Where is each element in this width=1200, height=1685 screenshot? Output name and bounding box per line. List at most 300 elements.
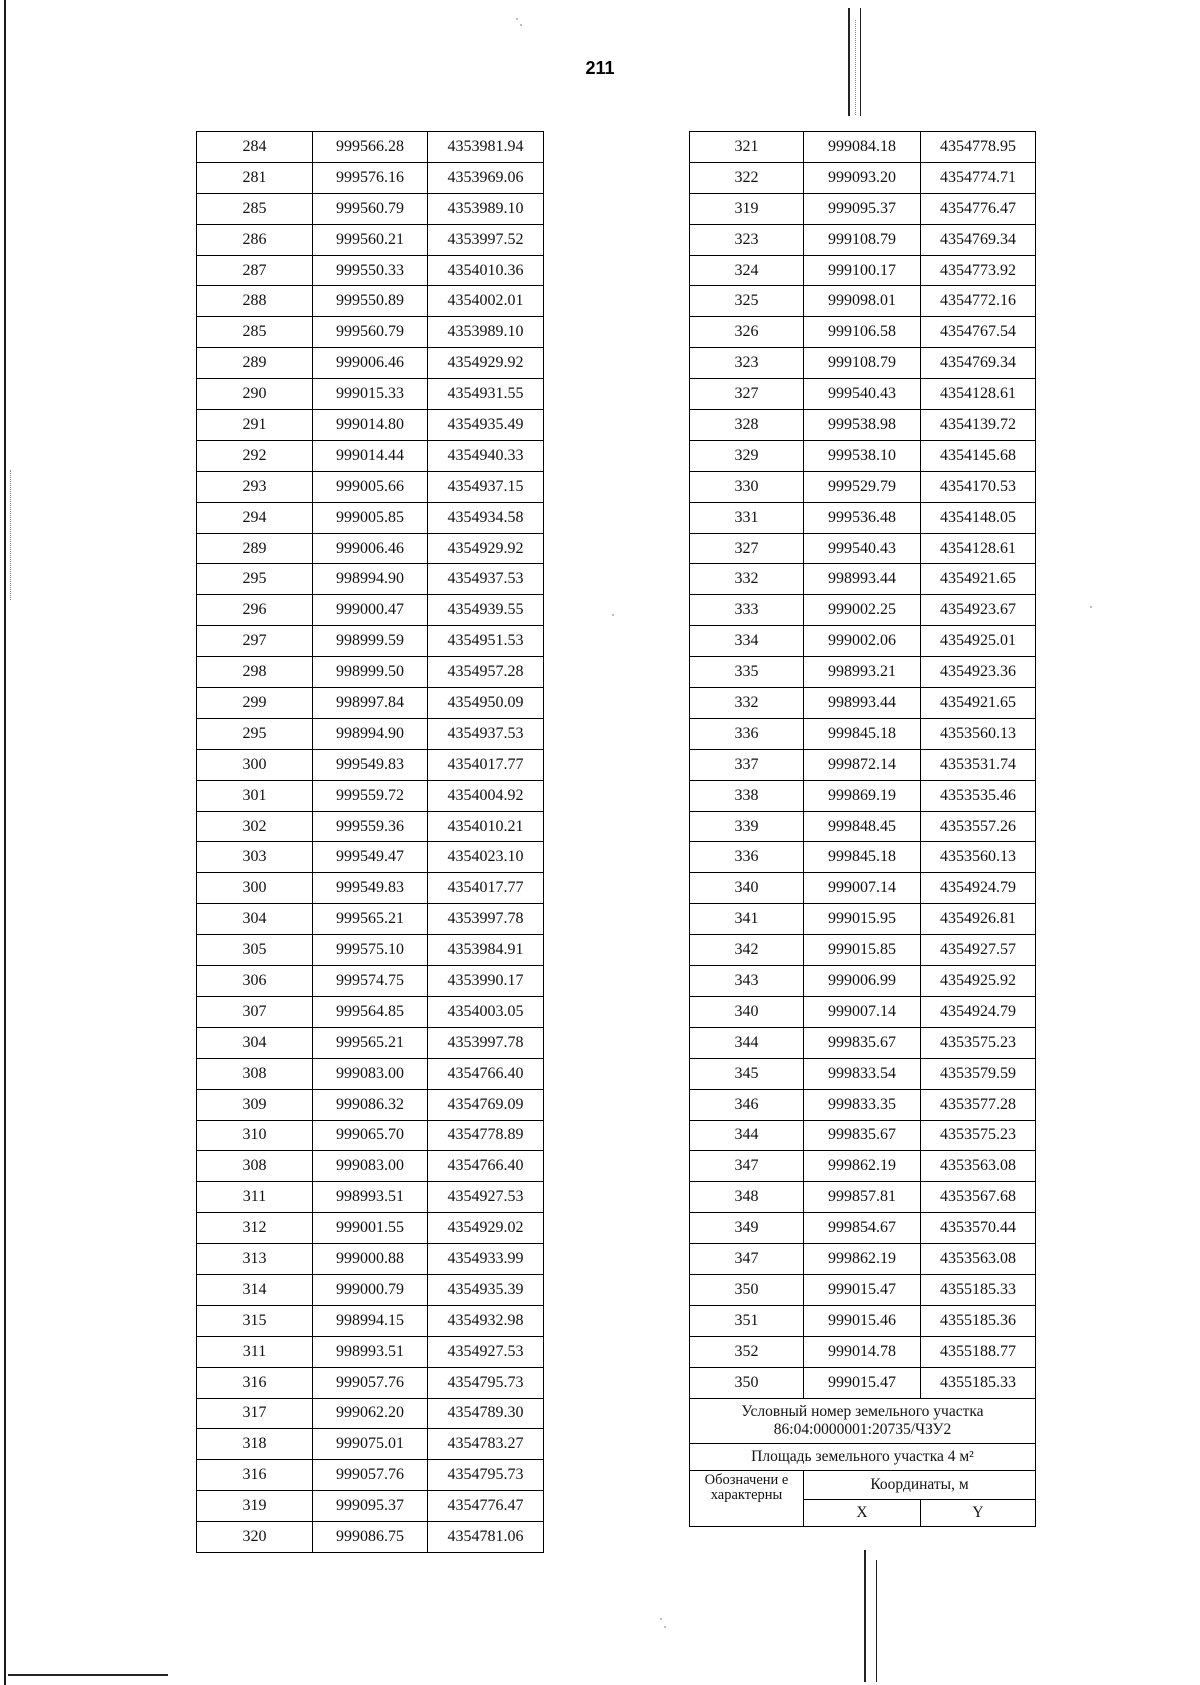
point-number-cell: 344 (690, 1027, 804, 1058)
point-number-cell: 320 (197, 1522, 313, 1553)
x-coordinate-cell: 999065.70 (313, 1120, 428, 1151)
point-number-cell: 331 (690, 502, 804, 533)
point-number-cell: 285 (197, 193, 313, 224)
table-row (197, 1491, 544, 1522)
x-coordinate-cell: 999015.85 (804, 935, 921, 966)
y-coordinate-cell: 4354010.36 (428, 255, 544, 286)
scan-speck (1090, 606, 1092, 608)
y-coordinate-cell: 4354789.30 (428, 1398, 544, 1429)
point-number-cell: 319 (197, 1491, 313, 1522)
x-coordinate-cell: 999086.32 (313, 1089, 428, 1120)
point-number-cell: 336 (690, 718, 804, 749)
parcel-area-row (690, 1443, 1036, 1470)
table-row (690, 1120, 1036, 1151)
point-number-cell: 326 (690, 317, 804, 348)
page-number: 211 (585, 58, 615, 78)
table-row (690, 1305, 1036, 1336)
x-coordinate-cell: 999566.28 (313, 132, 428, 163)
table-row (197, 718, 544, 749)
scan-speck (612, 614, 614, 616)
point-number-cell: 332 (690, 564, 804, 595)
y-coordinate-cell: 4354933.99 (428, 1244, 544, 1275)
table-row (690, 162, 1036, 193)
point-number-cell: 292 (197, 440, 313, 471)
parcel-number-label: Условный номер земельного участка (741, 1402, 984, 1420)
point-number-cell: 300 (197, 873, 313, 904)
x-coordinate-cell: 999559.72 (313, 780, 428, 811)
point-number-cell: 290 (197, 379, 313, 410)
table-row (690, 718, 1036, 749)
y-coordinate-cell: 4354934.58 (428, 502, 544, 533)
y-coordinate-cell: 4354773.92 (921, 255, 1036, 286)
x-coordinate-cell: 999565.21 (313, 1027, 428, 1058)
table-row (197, 1027, 544, 1058)
y-coordinate-cell: 4353969.06 (428, 162, 544, 193)
x-coordinate-cell: 999845.18 (804, 718, 921, 749)
parcel-header-section (690, 1398, 1036, 1526)
table-row (690, 533, 1036, 564)
point-number-cell: 298 (197, 657, 313, 688)
y-coordinate-cell: 4355185.36 (921, 1305, 1036, 1336)
x-coordinate-cell: 999848.45 (804, 811, 921, 842)
coordinates-table-right (689, 131, 1036, 1527)
x-coordinate-cell: 999862.19 (804, 1151, 921, 1182)
y-coordinate-cell: 4354937.53 (428, 718, 544, 749)
y-coordinate-cell: 4354951.53 (428, 626, 544, 657)
x-coordinate-cell: 999565.21 (313, 904, 428, 935)
table-row (197, 688, 544, 719)
table-row (197, 1244, 544, 1275)
y-coordinate-cell: 4353535.46 (921, 780, 1036, 811)
y-coordinate-cell: 4354795.73 (428, 1460, 544, 1491)
table-row (690, 502, 1036, 533)
x-coordinate-cell: 998993.44 (804, 688, 921, 719)
table-row (197, 317, 544, 348)
x-coordinate-cell: 999006.99 (804, 966, 921, 997)
point-number-cell: 332 (690, 688, 804, 719)
point-number-cell: 343 (690, 966, 804, 997)
y-coordinate-cell: 4354128.61 (921, 533, 1036, 564)
point-number-cell: 304 (197, 1027, 313, 1058)
y-coordinate-cell: 4354937.53 (428, 564, 544, 595)
point-number-cell: 333 (690, 595, 804, 626)
point-number-cell: 323 (690, 348, 804, 379)
scan-speck (664, 1626, 666, 1628)
y-coordinate-cell: 4354017.77 (428, 749, 544, 780)
point-number-cell: 307 (197, 996, 313, 1027)
table-row (690, 255, 1036, 286)
point-number-cell: 350 (690, 1274, 804, 1305)
point-number-cell: 344 (690, 1120, 804, 1151)
x-coordinate-cell: 999833.54 (804, 1058, 921, 1089)
y-coordinate-cell: 4355185.33 (921, 1274, 1036, 1305)
table-row (197, 1305, 544, 1336)
x-coordinate-cell: 999015.33 (313, 379, 428, 410)
y-coordinate-cell: 4354774.71 (921, 162, 1036, 193)
point-number-cell: 322 (690, 162, 804, 193)
point-number-cell: 314 (197, 1274, 313, 1305)
y-coordinate-cell: 4353981.94 (428, 132, 544, 163)
table-row (197, 379, 544, 410)
table-row (690, 626, 1036, 657)
x-coordinate-cell: 999093.20 (804, 162, 921, 193)
scan-speck (520, 24, 522, 26)
point-number-cell: 300 (197, 749, 313, 780)
x-coordinate-cell: 998997.84 (313, 688, 428, 719)
table-row (197, 1522, 544, 1553)
y-coordinate-cell: 4354004.92 (428, 780, 544, 811)
table-row (197, 410, 544, 441)
point-number-cell: 293 (197, 471, 313, 502)
x-coordinate-cell: 999857.81 (804, 1182, 921, 1213)
y-coordinate-cell: 4353997.52 (428, 224, 544, 255)
y-coordinate-cell: 4353563.08 (921, 1151, 1036, 1182)
table-row (197, 1213, 544, 1244)
point-number-cell: 288 (197, 286, 313, 317)
point-number-cell: 334 (690, 626, 804, 657)
y-coordinate-cell: 4354003.05 (428, 996, 544, 1027)
header-designation: Обозначени е характерны (690, 1470, 804, 1526)
coordinates-table-right-body (690, 132, 1036, 1399)
point-number-cell: 327 (690, 533, 804, 564)
x-coordinate-cell: 998994.90 (313, 718, 428, 749)
point-number-cell: 311 (197, 1336, 313, 1367)
y-coordinate-cell: 4353570.44 (921, 1213, 1036, 1244)
y-coordinate-cell: 4353557.26 (921, 811, 1036, 842)
table-row (197, 255, 544, 286)
x-coordinate-cell: 999014.78 (804, 1336, 921, 1367)
point-number-cell: 297 (197, 626, 313, 657)
x-coordinate-cell: 999854.67 (804, 1213, 921, 1244)
header-x: X (804, 1499, 921, 1526)
x-coordinate-cell: 999872.14 (804, 749, 921, 780)
point-number-cell: 348 (690, 1182, 804, 1213)
point-number-cell: 346 (690, 1089, 804, 1120)
y-coordinate-cell: 4354929.92 (428, 348, 544, 379)
point-number-cell: 323 (690, 224, 804, 255)
table-row (197, 1367, 544, 1398)
table-row (690, 780, 1036, 811)
table-row (197, 1058, 544, 1089)
x-coordinate-cell: 998999.59 (313, 626, 428, 657)
y-coordinate-cell: 4353990.17 (428, 966, 544, 997)
y-coordinate-cell: 4354767.54 (921, 317, 1036, 348)
table-row (197, 626, 544, 657)
x-coordinate-cell: 999005.85 (313, 502, 428, 533)
point-number-cell: 301 (197, 780, 313, 811)
y-coordinate-cell: 4353989.10 (428, 317, 544, 348)
y-coordinate-cell: 4354010.21 (428, 811, 544, 842)
point-number-cell: 335 (690, 657, 804, 688)
x-coordinate-cell: 999001.55 (313, 1213, 428, 1244)
y-coordinate-cell: 4354926.81 (921, 904, 1036, 935)
table-row (197, 224, 544, 255)
x-coordinate-cell: 999100.17 (804, 255, 921, 286)
x-coordinate-cell: 999560.79 (313, 193, 428, 224)
table-row (690, 873, 1036, 904)
point-number-cell: 317 (197, 1398, 313, 1429)
table-row (690, 688, 1036, 719)
table-row (690, 1274, 1036, 1305)
x-coordinate-cell: 999550.33 (313, 255, 428, 286)
table-row (197, 657, 544, 688)
table-row (690, 1182, 1036, 1213)
x-coordinate-cell: 998993.44 (804, 564, 921, 595)
x-coordinate-cell: 998993.51 (313, 1182, 428, 1213)
table-row (197, 193, 544, 224)
x-coordinate-cell: 999002.06 (804, 626, 921, 657)
y-coordinate-cell: 4354769.34 (921, 348, 1036, 379)
y-coordinate-cell: 4353997.78 (428, 1027, 544, 1058)
coordinates-table-left (196, 131, 544, 1553)
x-coordinate-cell: 999095.37 (313, 1491, 428, 1522)
point-number-cell: 316 (197, 1460, 313, 1491)
y-coordinate-cell: 4354957.28 (428, 657, 544, 688)
table-row (690, 1336, 1036, 1367)
point-number-cell: 294 (197, 502, 313, 533)
point-number-cell: 318 (197, 1429, 313, 1460)
y-coordinate-cell: 4354935.39 (428, 1274, 544, 1305)
y-coordinate-cell: 4355185.33 (921, 1367, 1036, 1398)
table-row (197, 904, 544, 935)
x-coordinate-cell: 999084.18 (804, 132, 921, 163)
point-number-cell: 342 (690, 935, 804, 966)
y-coordinate-cell: 4353997.78 (428, 904, 544, 935)
x-coordinate-cell: 999062.20 (313, 1398, 428, 1429)
table-row (197, 1429, 544, 1460)
point-number-cell: 349 (690, 1213, 804, 1244)
x-coordinate-cell: 999529.79 (804, 471, 921, 502)
point-number-cell: 286 (197, 224, 313, 255)
x-coordinate-cell: 999014.80 (313, 410, 428, 441)
y-coordinate-cell: 4354170.53 (921, 471, 1036, 502)
y-coordinate-cell: 4354950.09 (428, 688, 544, 719)
point-number-cell: 347 (690, 1244, 804, 1275)
y-coordinate-cell: 4354769.09 (428, 1089, 544, 1120)
point-number-cell: 350 (690, 1367, 804, 1398)
y-coordinate-cell: 4354927.53 (428, 1336, 544, 1367)
y-coordinate-cell: 4354929.02 (428, 1213, 544, 1244)
table-row (197, 162, 544, 193)
y-coordinate-cell: 4354923.67 (921, 595, 1036, 626)
point-number-cell: 281 (197, 162, 313, 193)
table-row (197, 966, 544, 997)
table-row (197, 996, 544, 1027)
parcel-number-caption (690, 1398, 1036, 1443)
table-row (197, 286, 544, 317)
y-coordinate-cell: 4353579.59 (921, 1058, 1036, 1089)
x-coordinate-cell: 999560.21 (313, 224, 428, 255)
y-coordinate-cell: 4354925.92 (921, 966, 1036, 997)
point-number-cell: 352 (690, 1336, 804, 1367)
y-coordinate-cell: 4353984.91 (428, 935, 544, 966)
table-row (690, 996, 1036, 1027)
table-row (690, 224, 1036, 255)
y-coordinate-cell: 4354002.01 (428, 286, 544, 317)
table-row (690, 595, 1036, 626)
x-coordinate-cell: 999106.58 (804, 317, 921, 348)
table-row (197, 1120, 544, 1151)
table-row (197, 1274, 544, 1305)
table-row (197, 1151, 544, 1182)
point-number-cell: 336 (690, 842, 804, 873)
x-coordinate-cell: 999000.47 (313, 595, 428, 626)
y-coordinate-cell: 4354925.01 (921, 626, 1036, 657)
x-coordinate-cell: 999549.83 (313, 749, 428, 780)
point-number-cell: 324 (690, 255, 804, 286)
x-coordinate-cell: 999015.46 (804, 1305, 921, 1336)
y-coordinate-cell: 4355188.77 (921, 1336, 1036, 1367)
y-coordinate-cell: 4354017.77 (428, 873, 544, 904)
table-row (197, 132, 544, 163)
y-coordinate-cell: 4354939.55 (428, 595, 544, 626)
point-number-cell: 340 (690, 873, 804, 904)
table-row (690, 966, 1036, 997)
x-coordinate-cell: 999098.01 (804, 286, 921, 317)
x-coordinate-cell: 999015.95 (804, 904, 921, 935)
table-row (690, 348, 1036, 379)
x-coordinate-cell: 999540.43 (804, 379, 921, 410)
point-number-cell: 303 (197, 842, 313, 873)
point-number-cell: 310 (197, 1120, 313, 1151)
point-number-cell: 302 (197, 811, 313, 842)
point-number-cell: 311 (197, 1182, 313, 1213)
table-row (690, 1027, 1036, 1058)
x-coordinate-cell: 999560.79 (313, 317, 428, 348)
x-coordinate-cell: 998993.21 (804, 657, 921, 688)
point-number-cell: 339 (690, 811, 804, 842)
y-coordinate-cell: 4354932.98 (428, 1305, 544, 1336)
x-coordinate-cell: 999835.67 (804, 1120, 921, 1151)
point-number-cell: 291 (197, 410, 313, 441)
table-row (690, 1244, 1036, 1275)
table-row (690, 749, 1036, 780)
point-number-cell: 315 (197, 1305, 313, 1336)
point-number-cell: 316 (197, 1367, 313, 1398)
table-row (197, 1089, 544, 1120)
x-coordinate-cell: 999564.85 (313, 996, 428, 1027)
y-coordinate-cell: 4353563.08 (921, 1244, 1036, 1275)
table-row (690, 1089, 1036, 1120)
y-coordinate-cell: 4354924.79 (921, 996, 1036, 1027)
x-coordinate-cell: 999549.47 (313, 842, 428, 873)
y-coordinate-cell: 4353567.68 (921, 1182, 1036, 1213)
table-row (690, 935, 1036, 966)
scan-speck (516, 18, 518, 20)
point-number-cell: 289 (197, 533, 313, 564)
table-row (690, 811, 1036, 842)
y-coordinate-cell: 4353575.23 (921, 1120, 1036, 1151)
table-row (197, 780, 544, 811)
y-coordinate-cell: 4354769.34 (921, 224, 1036, 255)
table-row (690, 1367, 1036, 1398)
table-row (197, 749, 544, 780)
y-coordinate-cell: 4353577.28 (921, 1089, 1036, 1120)
parcel-number-value: 86:04:0000001:20735/ЧЗУ2 (773, 1420, 952, 1438)
x-coordinate-cell: 999536.48 (804, 502, 921, 533)
x-coordinate-cell: 999550.89 (313, 286, 428, 317)
point-number-cell: 296 (197, 595, 313, 626)
table-row (690, 410, 1036, 441)
y-coordinate-cell: 4353560.13 (921, 718, 1036, 749)
scan-mark (876, 1560, 877, 1682)
x-coordinate-cell: 999007.14 (804, 873, 921, 904)
point-number-cell: 345 (690, 1058, 804, 1089)
table-row (197, 1398, 544, 1429)
x-coordinate-cell: 999000.79 (313, 1274, 428, 1305)
point-number-cell: 351 (690, 1305, 804, 1336)
y-coordinate-cell: 4354023.10 (428, 842, 544, 873)
table-row (197, 595, 544, 626)
x-coordinate-cell: 999108.79 (804, 348, 921, 379)
table-row (690, 1058, 1036, 1089)
x-coordinate-cell: 998999.50 (313, 657, 428, 688)
y-coordinate-cell: 4354776.47 (921, 193, 1036, 224)
x-coordinate-cell: 999869.19 (804, 780, 921, 811)
coordinates-table-left-body (197, 132, 544, 1553)
y-coordinate-cell: 4354927.53 (428, 1182, 544, 1213)
point-number-cell: 337 (690, 749, 804, 780)
scan-edge (8, 1674, 168, 1676)
x-coordinate-cell: 999057.76 (313, 1460, 428, 1491)
y-coordinate-cell: 4354937.15 (428, 471, 544, 502)
point-number-cell: 284 (197, 132, 313, 163)
x-coordinate-cell: 999086.75 (313, 1522, 428, 1553)
table-row (690, 286, 1036, 317)
table-row (690, 379, 1036, 410)
point-number-cell: 347 (690, 1151, 804, 1182)
point-number-cell: 325 (690, 286, 804, 317)
table-row (197, 842, 544, 873)
x-coordinate-cell: 999014.44 (313, 440, 428, 471)
x-coordinate-cell: 999108.79 (804, 224, 921, 255)
x-coordinate-cell: 998993.51 (313, 1336, 428, 1367)
x-coordinate-cell: 998994.90 (313, 564, 428, 595)
y-coordinate-cell: 4354778.95 (921, 132, 1036, 163)
x-coordinate-cell: 999862.19 (804, 1244, 921, 1275)
table-row (197, 564, 544, 595)
x-coordinate-cell: 999549.83 (313, 873, 428, 904)
point-number-cell: 329 (690, 440, 804, 471)
parcel-number-row (690, 1398, 1036, 1443)
point-number-cell: 285 (197, 317, 313, 348)
point-number-cell: 304 (197, 904, 313, 935)
y-coordinate-cell: 4354145.68 (921, 440, 1036, 471)
x-coordinate-cell: 999835.67 (804, 1027, 921, 1058)
table-row (690, 132, 1036, 163)
y-coordinate-cell: 4354139.72 (921, 410, 1036, 441)
y-coordinate-cell: 4353989.10 (428, 193, 544, 224)
point-number-cell: 313 (197, 1244, 313, 1275)
x-coordinate-cell: 999576.16 (313, 162, 428, 193)
x-coordinate-cell: 999083.00 (313, 1058, 428, 1089)
scan-speck (660, 1618, 662, 1620)
x-coordinate-cell: 999083.00 (313, 1151, 428, 1182)
x-coordinate-cell: 999057.76 (313, 1367, 428, 1398)
table-row (690, 1213, 1036, 1244)
point-number-cell: 319 (690, 193, 804, 224)
header-row (690, 1470, 1036, 1499)
x-coordinate-cell: 999006.46 (313, 348, 428, 379)
table-row (197, 533, 544, 564)
y-coordinate-cell: 4354929.92 (428, 533, 544, 564)
y-coordinate-cell: 4354923.36 (921, 657, 1036, 688)
table-row (690, 1151, 1036, 1182)
scan-edge (4, 0, 6, 1685)
header-coordinates: Координаты, м (804, 1470, 1036, 1499)
point-number-cell: 327 (690, 379, 804, 410)
y-coordinate-cell: 4354778.89 (428, 1120, 544, 1151)
